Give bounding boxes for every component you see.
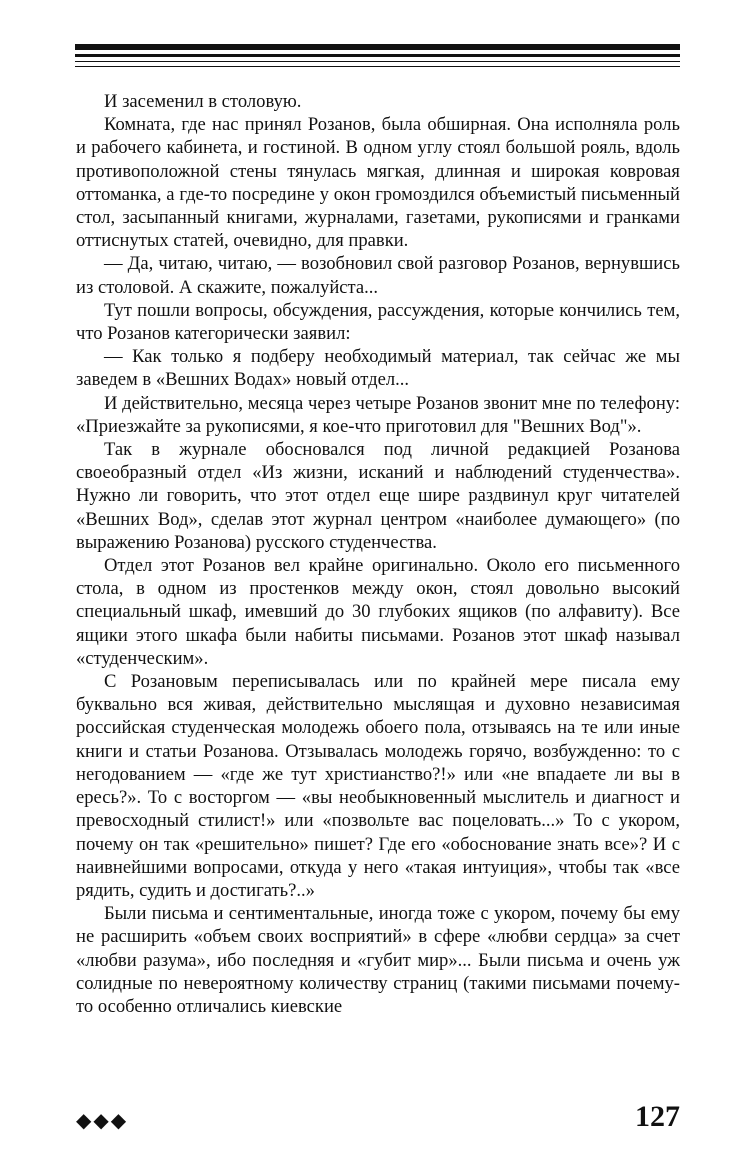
body-text bbox=[76, 90, 680, 1018]
page-number: 127 bbox=[635, 1100, 680, 1133]
header-rule bbox=[75, 66, 680, 67]
paragraph: И засеменил в столовую. bbox=[104, 91, 302, 112]
header-rule bbox=[75, 61, 680, 62]
paragraph: Отдел этот Розанов вел крайне оригинально. Около его письменного стола, в одном из простенков между окон, стоял довольно высокий специальный шкаф, имевший до 30 глубоких ящиков (по алфавиту). Все ящики этого шкафа были набиты письмами. Розанов этот шкаф называл «студенческим». bbox=[76, 555, 680, 669]
paragraph: С Розановым переписывалась или по крайней мере писала ему буквально вся живая, действительно мыслящая и духовно независимая российская студенческая молодежь обоего пола, отзываясь на те или иные книги и статьи Розанова. Отзывалась молодежь горячо, возбужденно: то с негодованием — «где же тут христианство?!» или «не впадаете ли вы в ересь?». То с восторгом — «вы необыкновенный мыслитель и диагност и превосходный стилист!» или «позвольте вас поцеловать...» То с укором, почему он так «решительно» пишет? Где его «обоснование знать все»? И с наивнейшими вопросами, откуда у него «такая интуиция», чтобы так «все рядить, судить и достигать?..» bbox=[76, 671, 680, 901]
header-rules bbox=[75, 44, 680, 67]
diamond-ornament-icon: ◆◆◆ bbox=[76, 1108, 129, 1132]
header-rule bbox=[75, 44, 680, 50]
page-footer bbox=[76, 1100, 680, 1140]
paragraph: — Да, читаю, читаю, — возобновил свой разговор Розанов, вернувшись из столовой. А скажите, пожалуйста... bbox=[76, 253, 680, 298]
paragraph: Тут пошли вопросы, обсуждения, рассуждения, которые кончились тем, что Розанов категорически заявил: bbox=[76, 299, 680, 345]
paragraph: Комната, где нас принял Розанов, была обширная. Она исполняла роль и рабочего кабинета, и гостиной. В одном углу стоял большой рояль, вдоль противоположной стены тянулась мягкая, длинная и широкая ковровая оттоманка, а где-то посредине у окон громоздился объемистый письменный стол, засыпанный книгами, журналами, газетами, рукописями и гранками оттиснутых статей, очевидно, для правки. bbox=[76, 114, 680, 252]
paragraph: Были письма и сентиментальные, иногда тоже с укором, почему бы ему не расширить «объем своих восприятий» в сфере «любви сердца» за счет «любви разума», ибо последняя и «губит мир»... Были письма и очень уж солидные по невероятному количеству страниц (такими письмами почему-то особенно отличались киевские bbox=[76, 903, 680, 1017]
header-rule bbox=[75, 54, 680, 57]
paragraph: Так в журнале обосновался под личной редакцией Розанова своеобразный отдел «Из жизни, исканий и наблюдений студенчества». Нужно ли говорить, что этот отдел еще шире раздвинул круг читателей «Вешних Вод», сделав этот журнал центром «наиболее думающего» (по выражению Розанова) русского студенчества. bbox=[76, 439, 680, 553]
paragraph: — Как только я подберу необходимый материал, так сейчас же мы заведем в «Вешних Водах» новый отдел... bbox=[76, 346, 680, 391]
paragraph: И действительно, месяца через четыре Розанов звонит мне по телефону: «Приезжайте за рукописями, я кое-что приготовил для "Вешних Вод"». bbox=[76, 392, 680, 437]
